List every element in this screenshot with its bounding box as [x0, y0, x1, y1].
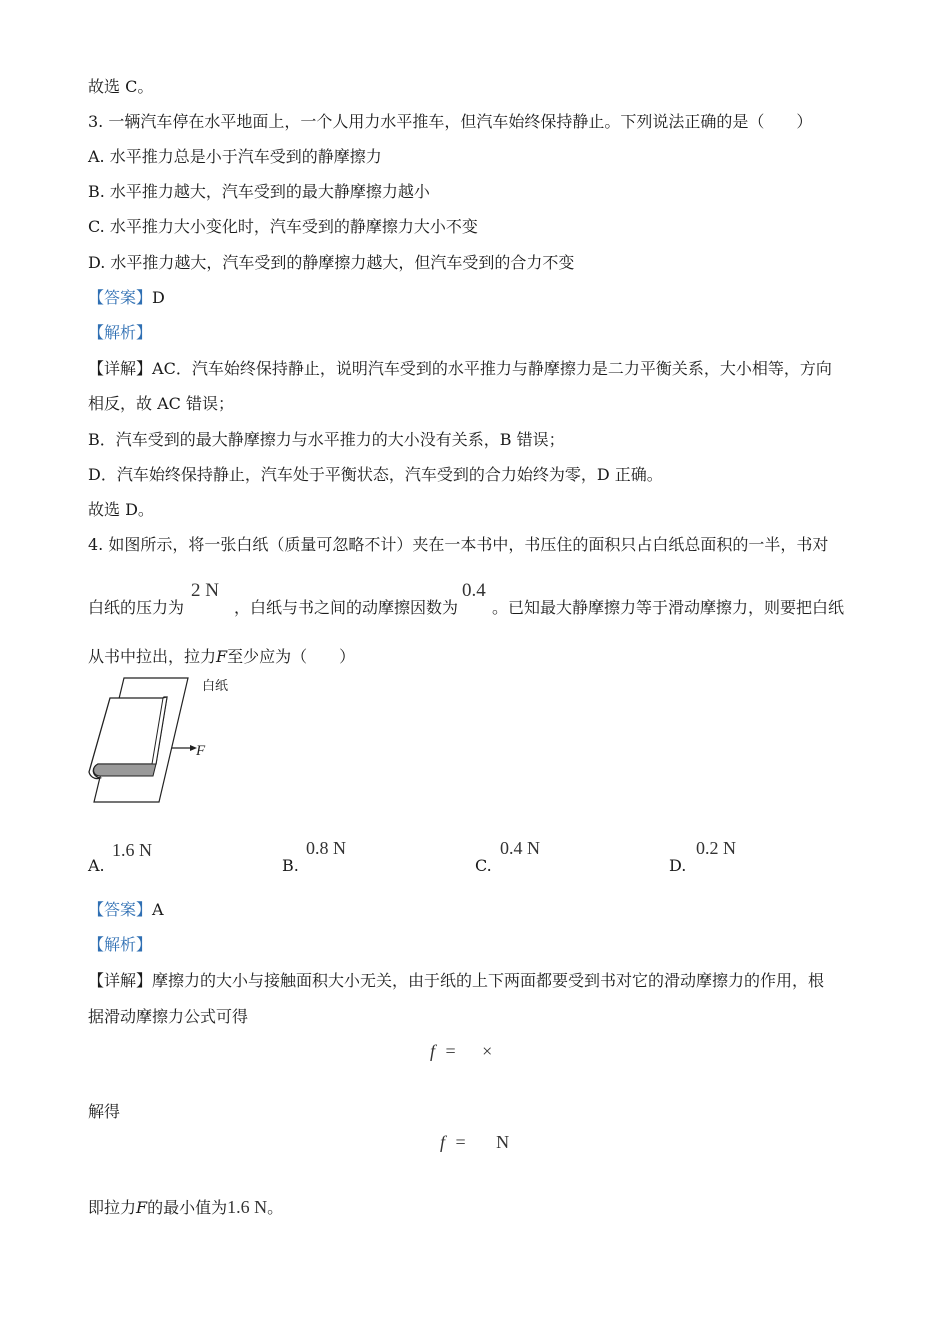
option-value: 0.8 N: [306, 838, 346, 858]
final-statement: 即拉力F的最小值为1.6 N。: [88, 1197, 284, 1217]
question-3-stem: 3. 一辆汽车停在水平地面上，一个人用力水平推车，但汽车始终保持静止。下列说法正确的是（ ）: [88, 112, 813, 131]
q4-answer-line: [88, 899, 164, 921]
question-4-stem-line-1: 4. 如图所示，将一张白纸（质量可忽略不计）夹在一本书中，书压住的面积只占白纸总面积的一半，书对: [88, 535, 829, 554]
prev-conclusion: 故选 C。: [88, 77, 154, 96]
question-4-stem-line-2c: 。已知最大静摩擦力等于滑动摩擦力，则要把白纸: [492, 598, 845, 617]
answer-tag: 【答案】: [88, 288, 153, 307]
q3-detail-line-2: 相反，故 AC 错误；: [88, 394, 234, 413]
question-4-stem-line-2: 白纸的压力为: [88, 598, 185, 617]
answer-value: A: [152, 900, 164, 919]
detail-tag: 【详解】: [88, 359, 153, 378]
q4-detail-line-1: 【详解】摩擦力的大小与接触面积大小无关，由于纸的上下两面都要受到书对它的滑动摩擦力的作用，根: [88, 971, 825, 990]
equation-1: f = ×: [430, 1041, 493, 1061]
option-letter: A.: [88, 856, 105, 875]
q3-analysis-tag: 【解析】: [88, 323, 153, 342]
q3-detail-line-4: D．汽车始终保持静止，汽车处于平衡状态，汽车受到的合力始终为零，D 正确。: [88, 465, 663, 484]
q3-option-b: B. 水平推力越大，汽车受到的最大静摩擦力越小: [88, 182, 430, 201]
q3-detail-line-1: 【详解】AC．汽车始终保持静止，说明汽车受到的水平推力与静摩擦力是二力平衡关系，大小相等，方向: [88, 359, 832, 378]
force-value: 2 N: [191, 580, 219, 601]
detail-tag: 【详解】: [88, 971, 153, 990]
equation-2: f = N: [440, 1132, 510, 1152]
paper-label: 白纸: [202, 679, 229, 694]
mu-value: 0.4: [462, 580, 486, 601]
book-pages-edge: [94, 764, 156, 776]
q3-answer-line: [88, 287, 165, 309]
q3-conclusion: 故选 D。: [88, 500, 154, 519]
option-letter: D.: [669, 856, 687, 875]
q3-option-a: A. 水平推力总是小于汽车受到的静摩擦力: [88, 147, 382, 166]
answer-value: D: [152, 288, 165, 307]
q3-option-c: C. 水平推力大小变化时，汽车受到的静摩擦力大小不变: [88, 217, 478, 236]
force-label: F: [196, 743, 206, 759]
q3-detail-line-3: B．汽车受到的最大静摩擦力与水平推力的大小没有关系，B 错误；: [88, 430, 565, 449]
option-value: 1.6 N: [112, 840, 152, 860]
question-4-stem-line-2b: ，白纸与书之间的动摩擦因数为: [234, 598, 459, 617]
q4-analysis-tag: 【解析】: [88, 935, 153, 954]
solve-label: 解得: [88, 1102, 121, 1121]
option-letter: C.: [475, 856, 492, 875]
option-value: 0.2 N: [696, 838, 736, 858]
option-letter: B.: [282, 856, 299, 875]
answer-tag: 【答案】: [88, 900, 153, 919]
option-value: 0.4 N: [500, 838, 540, 858]
q3-option-d: D. 水平推力越大，汽车受到的静摩擦力越大，但汽车受到的合力不变: [88, 253, 575, 272]
book-paper-figure: [86, 676, 246, 806]
q4-detail-line-2: 据滑动摩擦力公式可得: [88, 1007, 249, 1026]
question-4-stem-line-3: 从书中拉出，拉力F至少应为（ ）: [88, 647, 356, 666]
